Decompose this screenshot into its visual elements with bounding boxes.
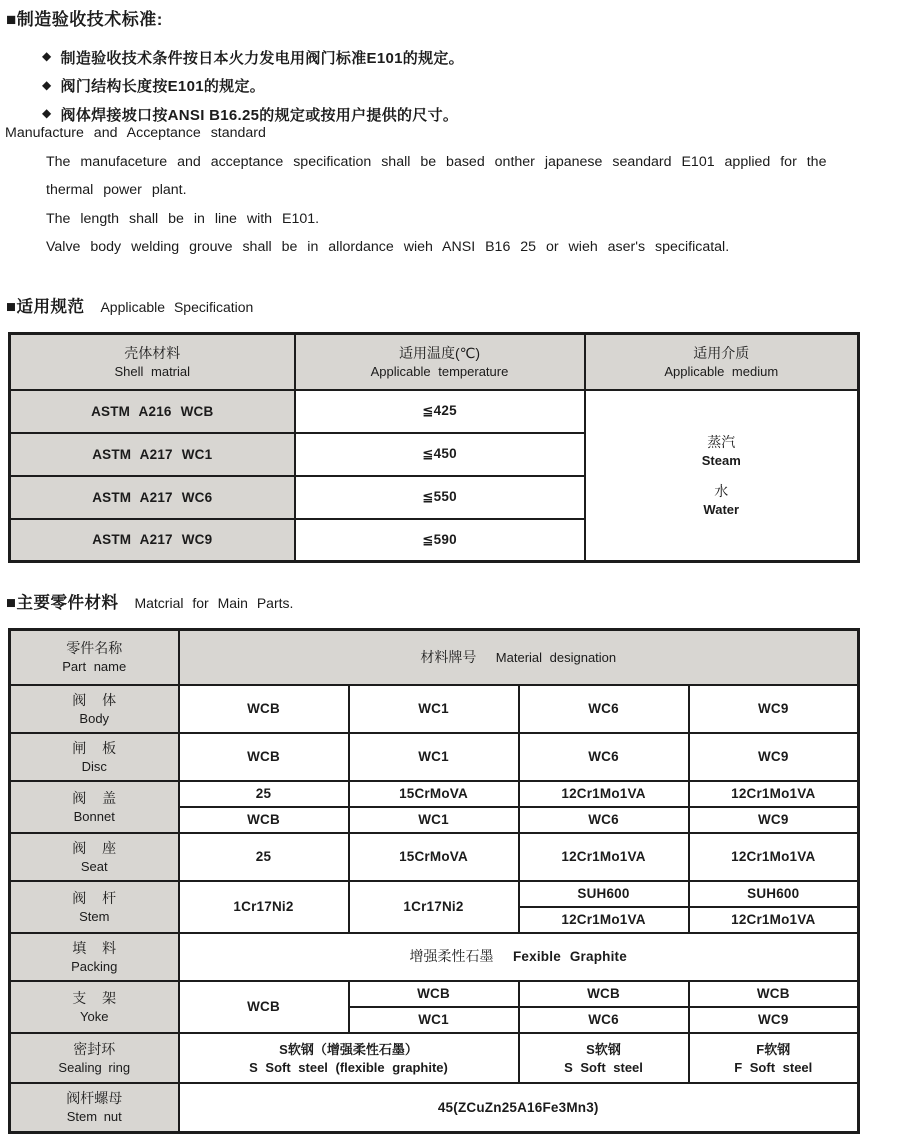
section-title-zh: ■适用规范	[6, 298, 85, 316]
table-row	[10, 1083, 859, 1133]
part-zh: 支 架	[72, 989, 117, 1006]
doc-title: ■制造验收技术标准:	[6, 10, 163, 29]
table-row	[10, 881, 859, 907]
packing-zh: 增强柔性石墨	[409, 948, 494, 964]
table-header-row	[10, 630, 859, 685]
cell-material-value: WC9	[689, 1007, 859, 1033]
cell-part-name	[10, 1033, 179, 1083]
part-zh: 闸 板	[72, 739, 117, 756]
cell-material-value: WC6	[519, 685, 689, 733]
cell-temperature: ≦450	[295, 433, 585, 476]
table-header-row	[10, 334, 859, 390]
main-parts-section	[6, 589, 860, 1134]
cell-material-value: WC6	[519, 807, 689, 833]
medium-zh: 蒸汽	[707, 433, 736, 450]
section-title-en: Applicable Specification	[100, 299, 254, 315]
col-header-part-name	[10, 630, 179, 685]
part-en: Body	[79, 710, 110, 726]
cell-material: ASTM A217 WC6	[10, 476, 295, 519]
part-zh: 阀 座	[72, 839, 117, 856]
part-zh: 阀 杆	[72, 889, 117, 906]
cell-material-value: 15CrMoVA	[349, 781, 519, 807]
cell-material-value: 15CrMoVA	[349, 833, 519, 881]
table-row	[10, 1033, 859, 1083]
part-zh: 阀杆螺母	[66, 1090, 123, 1107]
medium-water	[703, 482, 739, 518]
medium-en: Steam	[701, 452, 741, 468]
cell-material-value: 45(ZCuZn25A16Fe3Mn3)	[179, 1083, 859, 1133]
cell-part-name	[10, 833, 179, 881]
cell-material-value: 12Cr1Mo1VA	[689, 833, 859, 881]
diamond-bullet-icon: ◆	[42, 106, 52, 121]
table-row	[10, 833, 859, 881]
cell-material-value: 12Cr1Mo1VA	[689, 781, 859, 807]
cell-material-value: 12Cr1Mo1VA	[519, 781, 689, 807]
cell-temperature: ≦550	[295, 476, 585, 519]
applicable-spec-table	[8, 332, 860, 563]
part-zh: 密封环	[73, 1040, 116, 1057]
col-header-shell-material	[10, 334, 295, 390]
standards-section	[6, 5, 464, 129]
cell-medium	[585, 390, 859, 562]
part-en: Stem	[79, 908, 110, 924]
header-zh: 材料牌号	[420, 648, 477, 665]
cell-temperature: ≦425	[295, 390, 585, 433]
cell-material-value: WC9	[689, 733, 859, 781]
en-standard-line: The length shall be in line with E101.	[46, 210, 320, 227]
cell-material-value: SUH600	[689, 881, 859, 907]
part-zh: 阀 盖	[72, 789, 117, 806]
cell-material-value: 12Cr1Mo1VA	[519, 833, 689, 881]
cell-material-value: WC9	[689, 807, 859, 833]
header-zh: 适用温度(℃)	[398, 344, 481, 361]
cell-material-value: WC1	[349, 685, 519, 733]
cell-part-name	[10, 1083, 179, 1133]
cell-material: ASTM A217 WC1	[10, 433, 295, 476]
sealing-zh: S软钢	[586, 1041, 621, 1057]
cell-part-name	[10, 685, 179, 733]
en-standard-line: Valve body welding grouve shall be in allordance wieh ANSI B16 25 or wieh aser's specificatal.	[46, 239, 730, 255]
col-header-material-designation	[179, 630, 859, 685]
header-zh: 适用介质	[693, 344, 750, 361]
header-en: Part name	[62, 659, 127, 675]
cell-part-name	[10, 981, 179, 1033]
cell-material-value: WCB	[179, 981, 349, 1033]
bullet-list	[42, 43, 464, 129]
en-standard-line: thermal power plant.	[46, 182, 187, 198]
header-en: Applicable temperature	[370, 363, 509, 379]
table-row	[10, 390, 859, 433]
en-standard-line: The manufaceture and acceptance specification shall be based onther japanese seandard E101 applied for the	[46, 153, 827, 170]
col-header-applicable-temperature	[295, 334, 585, 390]
sealing-en: S Soft steel (flexible graphite)	[249, 1059, 448, 1075]
sealing-zh: F软钢	[756, 1041, 791, 1057]
section-heading-main-parts	[6, 589, 860, 613]
cell-material: ASTM A216 WCB	[10, 390, 295, 433]
cell-material-value: WCB	[179, 807, 349, 833]
cell-material-value: 25	[179, 833, 349, 881]
part-en: Bonnet	[73, 808, 115, 824]
cell-material-value: WC9	[689, 685, 859, 733]
cell-temperature: ≦590	[295, 519, 585, 562]
cell-material-value: WC6	[519, 1007, 689, 1033]
cell-material-value: WCB	[179, 685, 349, 733]
cell-material-value: SUH600	[519, 881, 689, 907]
section-heading-applicable-spec	[6, 293, 860, 317]
medium-zh: 水	[714, 482, 729, 499]
col-header-applicable-medium	[585, 334, 859, 390]
part-en: Sealing ring	[58, 1059, 131, 1075]
cell-material-value: 12Cr1Mo1VA	[689, 907, 859, 933]
table-row	[10, 933, 859, 981]
cell-material-value: WCB	[519, 981, 689, 1007]
medium-en: Water	[703, 501, 740, 517]
header-en: Material designation	[495, 649, 617, 665]
cell-part-name	[10, 733, 179, 781]
en-standard-heading: Manufacture and Acceptance standard	[5, 125, 266, 141]
table-row	[10, 685, 859, 733]
standards-english-block	[5, 119, 885, 262]
sealing-zh: S软钢（增强柔性石墨）	[279, 1041, 418, 1057]
cell-material-value: WC1	[349, 733, 519, 781]
cell-material-value: 1Cr17Ni2	[349, 881, 519, 933]
cell-part-name	[10, 933, 179, 981]
sealing-en: F Soft steel	[734, 1059, 813, 1075]
cell-material-value: WC6	[519, 733, 689, 781]
bullet-item	[42, 43, 464, 72]
section-title-zh: ■主要零件材料	[6, 594, 119, 612]
cell-material-value: WCB	[349, 981, 519, 1007]
cell-part-name	[10, 781, 179, 833]
sealing-en: S Soft steel	[564, 1059, 643, 1075]
cell-material-value: WCB	[689, 981, 859, 1007]
bullet-text: 阀门结构长度按E101的规定。	[60, 78, 266, 96]
cell-material-value	[179, 1033, 519, 1083]
table-row	[10, 733, 859, 781]
medium-steam	[702, 433, 741, 469]
header-en: Shell matrial	[114, 363, 191, 379]
cell-material-value	[689, 1033, 859, 1083]
part-zh: 填 料	[72, 939, 117, 956]
bullet-text: 制造验收技术条件按日本火力发电用阀门标准E101的规定。	[60, 49, 464, 67]
cell-material-value: 12Cr1Mo1VA	[519, 907, 689, 933]
header-zh: 壳体材料	[124, 344, 181, 361]
table-row	[10, 781, 859, 807]
cell-material-value: WC1	[349, 1007, 519, 1033]
part-en: Seat	[80, 858, 108, 874]
header-en: Applicable medium	[664, 363, 779, 379]
cell-material: ASTM A217 WC9	[10, 519, 295, 562]
cell-part-name	[10, 881, 179, 933]
cell-material-value: 25	[179, 781, 349, 807]
cell-material-value	[519, 1033, 689, 1083]
part-en: Stem nut	[66, 1109, 122, 1125]
cell-material-value: 1Cr17Ni2	[179, 881, 349, 933]
part-en: Yoke	[80, 1008, 109, 1024]
main-parts-table	[8, 628, 860, 1134]
table-row	[10, 981, 859, 1007]
bullet-text: 阀体焊接坡口按ANSI B16.25的规定或按用户提供的尺寸。	[60, 106, 459, 124]
part-en: Disc	[81, 758, 107, 774]
cell-material-value: WC1	[349, 807, 519, 833]
diamond-bullet-icon: ◆	[42, 77, 52, 92]
header-zh: 零件名称	[66, 640, 123, 657]
cell-material-value: WCB	[179, 733, 349, 781]
applicable-spec-section	[6, 293, 860, 563]
cell-material-value	[179, 933, 859, 981]
packing-en: Fexible Graphite	[512, 949, 627, 964]
part-zh: 阀 体	[72, 691, 117, 708]
diamond-bullet-icon: ◆	[42, 49, 52, 64]
section-title-en: Matcrial for Main Parts.	[134, 595, 294, 611]
part-en: Packing	[71, 958, 118, 974]
bullet-item	[42, 72, 464, 101]
